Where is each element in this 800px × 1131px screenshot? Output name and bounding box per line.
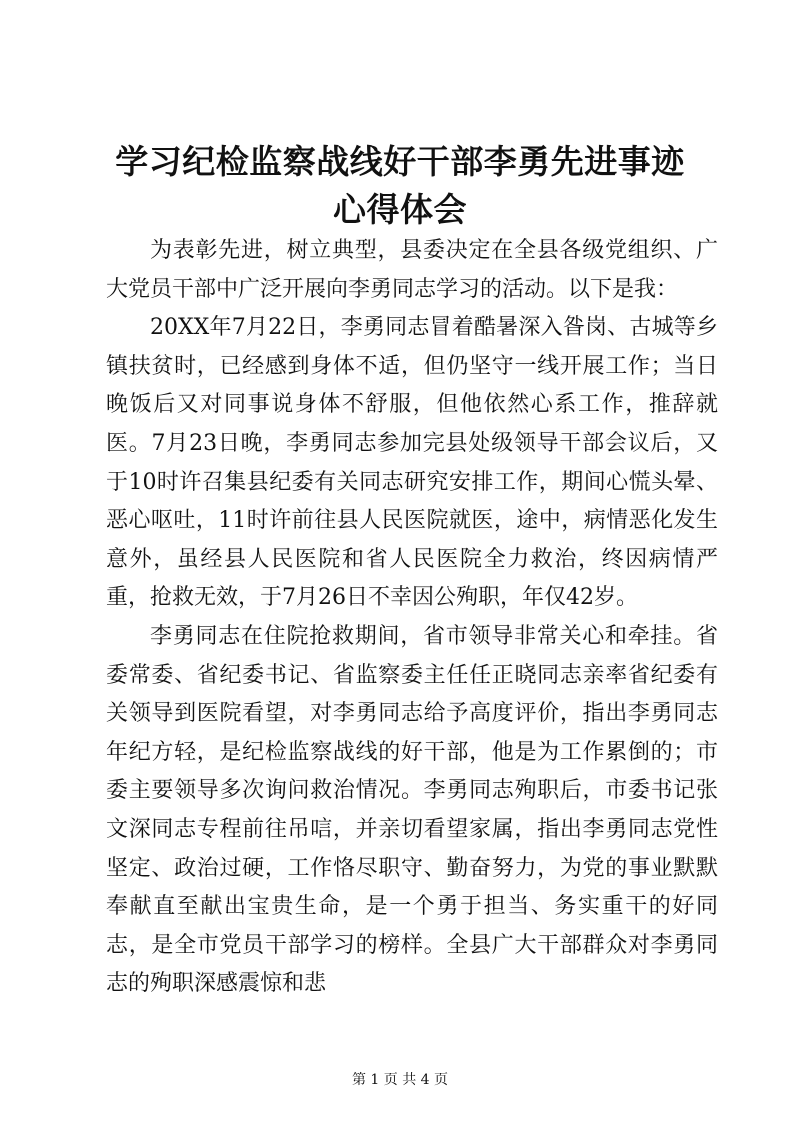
paragraph-intro: 为表彰先进，树立典型，县委决定在全县各级党组织、广大党员干部中广泛开展向李勇同志学习的活动。以下是我： [106,238,718,302]
paragraph-response: 李勇同志在住院抢救期间，省市领导非常关心和牵挂。省委常委、省纪委书记、省监察委主任任正晓同志亲率省纪委有关领导到医院看望，对李勇同志给予高度评价，指出李勇同志年纪方轻，是纪检监察战线的好干部，他是为工作累倒的；市委主要领导多次询问救治情况。李勇同志殉职后，市委书记张文深同志专程前往吊唁，并亲切看望家属，指出李勇同志党性坚定、政治过硬，工作恪尽职守、勤奋努力，为党的事业默默奉献直至献出宝贵生命，是一个勇于担当、务实重干的好同志，是全市党员干部学习的榜样。全县广大干部群众对李勇同志的殉职深感震惊和悲 [106,623,718,997]
paragraph-event: 20XX年7月22日，李勇同志冒着酷暑深入昝岗、古城等乡镇扶贫时，已经感到身体不适，但仍坚守一线开展工作；当日晚饭后又对同事说身体不舒服，但他依然心系工作，推辞就医。7月23日晚，李勇同志参加完县处级领导干部会议后，又于10时许召集县纪委有关同志研究安排工作，期间心慌头晕、恶心呕吐，11时许前往县人民医院就医，途中，病情恶化发生意外，虽经县人民医院和省人民医院全力救治，终因病情严重，抢救无效，于7月26日不幸因公殉职，年仅42岁。 [106,315,718,611]
document-body [106,232,718,1004]
document-title: 学习纪检监察战线好干部李勇先进事迹心得体会 [115,142,685,229]
page-number-footer: 第 1 页 共 4 页 [351,1072,449,1088]
